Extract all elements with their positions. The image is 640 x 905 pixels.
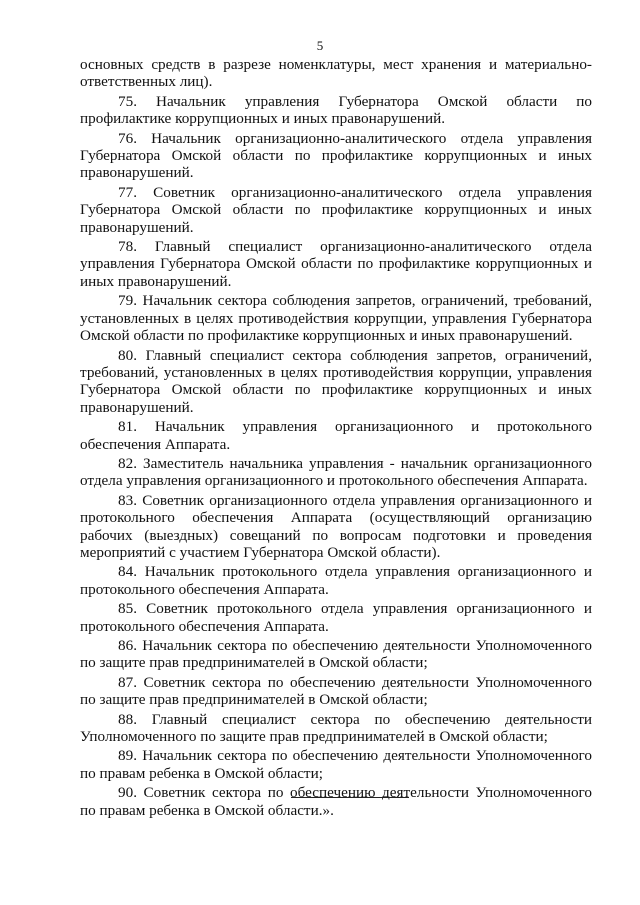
paragraph-continuation: основных средств в разрезе номенклатуры, мест хранения и материально-ответственных лиц). xyxy=(80,56,592,91)
end-divider-line xyxy=(291,797,409,798)
list-item-77: 77. Советник организационно-аналитического отдела управления Губернатора Омской области по профилактике коррупционных и иных правонарушений. xyxy=(80,183,592,236)
list-item-89: 89. Начальник сектора по обеспечению деятельности Уполномоченного по правам ребенка в Омской области; xyxy=(80,747,592,782)
list-item-76: 76. Начальник организационно-аналитического отдела управления Губернатора Омской области по профилактике коррупционных и иных правонарушений. xyxy=(80,129,592,182)
list-item-75: 75. Начальник управления Губернатора Омской области по профилактике коррупционных и иных правонарушений. xyxy=(80,92,592,128)
list-item-78: 78. Главный специалист организационно-аналитического отдела управления Губернатора Омской области по профилактике коррупционных и иных правонарушений. xyxy=(80,238,592,290)
list-item-90: 90. Советник сектора по обеспечению деятельности Уполномоченного по правам ребенка в Омской области.». xyxy=(80,784,592,819)
list-item-80: 80. Главный специалист сектора соблюдения запретов, ограничений, требований, установленных в целях противодействия коррупции, управления Губернатора Омской области по профилактике коррупционных и иных правонарушений. xyxy=(80,346,592,416)
list-item-88: 88. Главный специалист сектора по обеспечению деятельности Уполномоченного по защите прав предпринимателей в Омской области; xyxy=(80,710,592,746)
page-number: 5 xyxy=(316,38,324,53)
list-item-86: 86. Начальник сектора по обеспечению деятельности Уполномоченного по защите прав предпринимателей в Омской области; xyxy=(80,637,592,672)
list-item-81: 81. Начальник управления организационного и протокольного обеспечения Аппарата. xyxy=(80,418,592,453)
list-item-83: 83. Советник организационного отдела управления организационного и протокольного обеспечения Аппарата (осуществляющий организацию рабочих (выездных) совещаний по вопросам подготовки и проведения мероприятий с участием Губернатора Омской области). xyxy=(80,491,592,561)
list-item-84: 84. Начальник протокольного отдела управления организационного и протокольного обеспечения Аппарата. xyxy=(80,563,592,598)
list-item-79: 79. Начальник сектора соблюдения запретов, ограничений, требований, установленных в целях противодействия коррупции, управления Губернатора Омской области по профилактике коррупционных и иных правонарушений. xyxy=(80,292,592,345)
list-item-85: 85. Советник протокольного отдела управления организационного и протокольного обеспечения Аппарата. xyxy=(80,600,592,635)
list-item-87: 87. Советник сектора по обеспечению деятельности Уполномоченного по защите прав предпринимателей в Омской области; xyxy=(80,673,592,709)
document-body xyxy=(80,56,592,821)
list-item-82: 82. Заместитель начальника управления - начальник организационного отдела управления организационного и протокольного обеспечения Аппарата. xyxy=(80,454,592,490)
